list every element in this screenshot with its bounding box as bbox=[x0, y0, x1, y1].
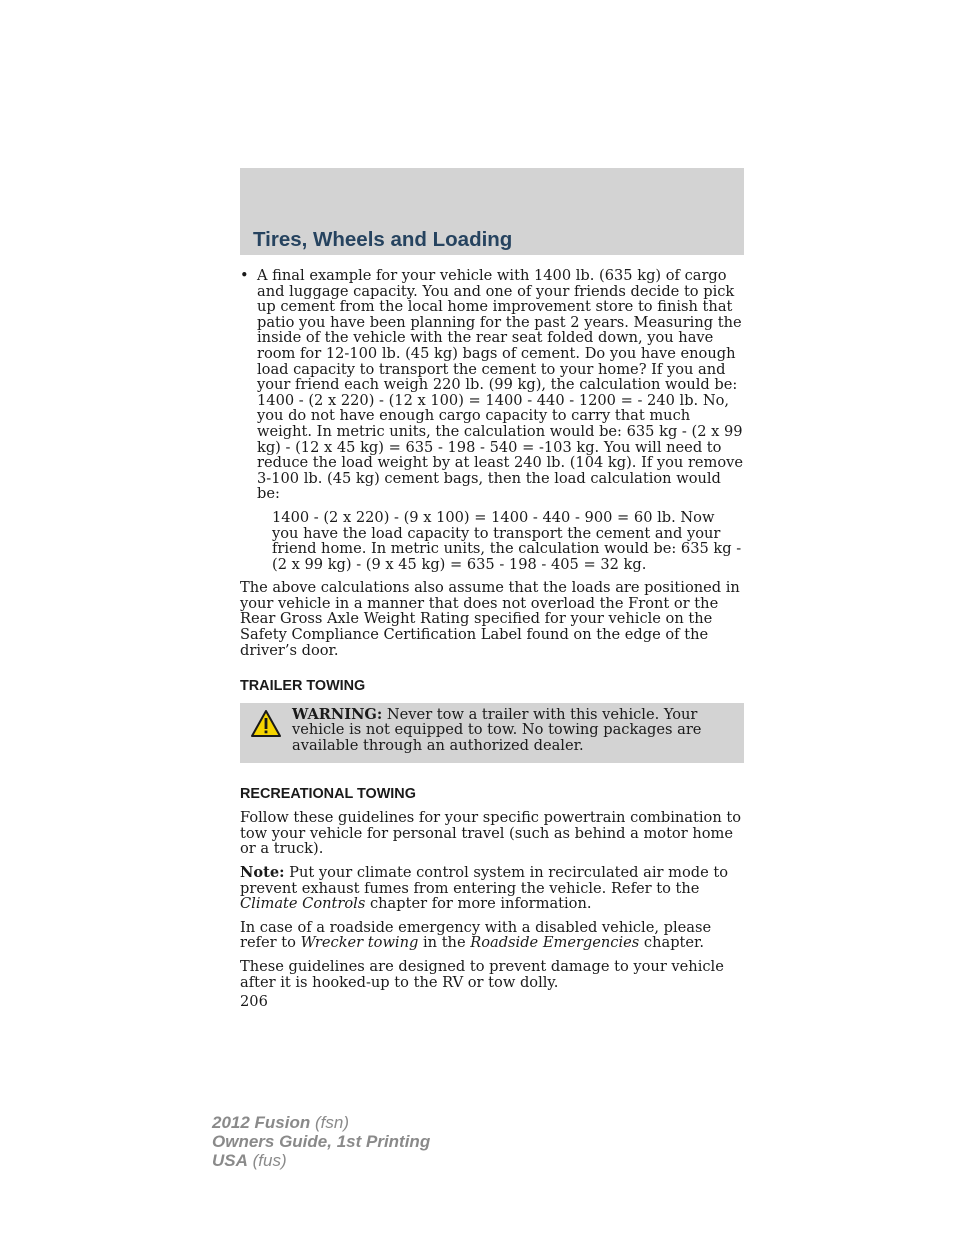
bullet-item bbox=[240, 268, 744, 572]
bullet-icon: • bbox=[240, 267, 249, 284]
chapter-header-band bbox=[240, 168, 744, 255]
page-content bbox=[240, 268, 744, 1010]
note-text-end: chapter for more information. bbox=[365, 895, 592, 913]
guidelines-paragraph: Follow these guidelines for your specific powertrain combination to tow your vehicle for personal travel (such as behind a motor home or a truck). bbox=[240, 809, 742, 858]
warning-triangle-icon bbox=[250, 709, 282, 739]
footer-line-market bbox=[212, 1151, 430, 1170]
roadside-text: In case of a roadside emergency with a disabled vehicle, please refer to bbox=[240, 918, 712, 952]
warning-text: Never tow a trailer with this vehicle. Your vehicle is not equipped to tow. No towing packages are available through an authorized dealer. bbox=[292, 705, 702, 755]
damage-prevention-paragraph: These guidelines are designed to prevent damage to your vehicle after it is hooked-up to the RV or tow dolly. bbox=[240, 957, 724, 991]
roadside-emergencies-reference: Roadside Emergencies bbox=[470, 934, 640, 952]
chapter-title: Tires, Wheels and Loading bbox=[253, 228, 513, 251]
roadside-text-end: chapter. bbox=[639, 934, 705, 952]
trailer-towing-heading: TRAILER TOWING bbox=[240, 678, 366, 695]
footer-model: 2012 Fusion bbox=[212, 1113, 311, 1132]
note-label: Note: bbox=[240, 864, 285, 881]
calculation-paragraph: The above calculations also assume that the loads are positioned in your vehicle in a manner that does not overload the Front or the Rear Gross Axle Weight Rating specified for your vehicle on the Safety Compliance Certification Label found on the edge of the driver’s door. bbox=[240, 579, 740, 659]
footer-model-code: (fsn) bbox=[310, 1113, 349, 1132]
climate-controls-reference: Climate Controls bbox=[240, 895, 366, 913]
footer-line-guide bbox=[212, 1132, 430, 1151]
bullet-continuation: 1400 - (2 x 220) - (9 x 100) = 1400 - 440 - 900 = 60 lb. Now you have the load capacity to transport the cement and your friend home. In metric units, the calculation would be: 635 kg - (2 x 99 kg) - (9 x 45 kg) = 635 - 198 - 405 = 32 kg. bbox=[272, 508, 742, 573]
warning-label: WARNING: bbox=[292, 705, 383, 723]
note-text: Put your climate control system in recirculated air mode to prevent exhaust fumes from entering the vehicle. Refer to the bbox=[240, 864, 729, 897]
roadside-paragraph bbox=[240, 920, 744, 951]
roadside-text-mid: in the bbox=[418, 934, 471, 952]
bullet-text: A final example for your vehicle with 1400 lb. (635 kg) of cargo and luggage capacity. You and one of your friends decide to pick up cement from the local home improvement store to finish that patio you have been planning for the past 2 years. Measuring the inside of the vehicle with the rear seat folded down, you have room for 12-100 lb. (45 kg) bags of cement. Do you have enough load capacity to transport the cement to your home? If you and your friend each weigh 220 lb. (99 kg), the calculation would be: 1400 - (2 x 220) - (12 x 100) = 1400 - 440 - 1200 = - 240 lb. No, you do not have enough cargo capacity to carry that much weight. In metric units, the calculation would be: 635 kg - (2 x 99 kg) - (12 x 45 kg) = 635 - 198 - 540 = -103 kg. You will need to reduce the load weight by at least 240 lb. (104 kg). If you remove 3-100 lb. (45 kg) cement bags, then the load calculation would be: bbox=[257, 267, 744, 503]
footer-market-code: (fus) bbox=[247, 1151, 287, 1170]
footer-line-model bbox=[212, 1113, 430, 1132]
warning-box bbox=[240, 703, 744, 763]
page-number: 206 bbox=[240, 993, 268, 1011]
wrecker-towing-reference: Wrecker towing bbox=[300, 934, 419, 952]
footer-guide: Owners Guide, 1st Printing bbox=[212, 1132, 431, 1151]
recreational-towing-heading: RECREATIONAL TOWING bbox=[240, 785, 416, 802]
document-footer bbox=[212, 1113, 430, 1170]
footer-market: USA bbox=[212, 1151, 248, 1170]
note-paragraph bbox=[240, 865, 744, 912]
